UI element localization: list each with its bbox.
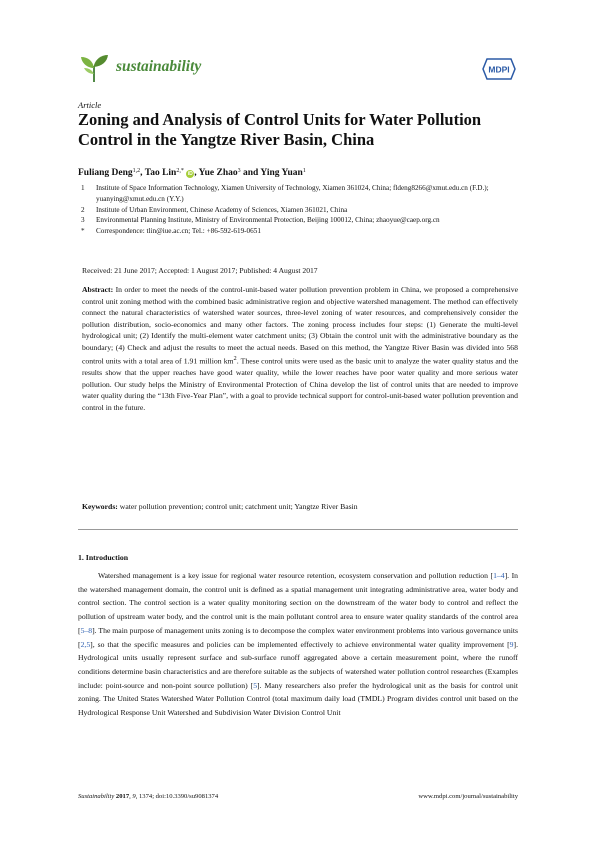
citation-link[interactable]: 5	[253, 680, 258, 690]
affiliation-text: Institute of Space Information Technology, Xiamen University of Technology, Xiamen 361024, China; fldeng8266@xmut.edu.cn (F.D.); yuanying@xmut.edu.cn (Y.Y.)	[96, 184, 489, 203]
abstract	[82, 284, 518, 414]
publication-dates: Received: 21 June 2017; Accepted: 1 August 2017; Published: 4 August 2017	[82, 266, 318, 275]
keywords-text: water pollution prevention; control unit; catchment unit; Yangtze River Basin	[119, 502, 358, 511]
author-list	[78, 168, 306, 178]
affiliation-item	[78, 215, 528, 226]
affiliation-number: 3	[81, 216, 85, 225]
author-affiliation-marker: 3	[237, 168, 241, 174]
footer-year: 2017	[115, 793, 130, 800]
keywords-label: Keywords:	[82, 502, 118, 511]
citation-link[interactable]: 1–4	[493, 571, 505, 580]
affiliation-item	[78, 183, 528, 205]
svg-text:MDPI: MDPI	[488, 64, 510, 75]
abstract-text: In order to meet the needs of the control-unit-based water pollution prevention problem in China, we proposed a comprehensive control unit zoning method with the combined basic administrative region and objective watershed management. The method can effectively connect the natural characteristics of watershed water sources, three-level zoning of water resources, and comprehensively consider the pollution distribution, socio-economics and many other factors. The zoning process includes four steps: (1) Generate the multi-level hydrological unit; (2) Identify the multi-element water catchment units; (3) Obtain the control unit with the administrative boundary as the boundary; (4) Check and adjust the results to meet the actual needs. Based on this method, the Yangtze River Basin was divided into 568 control units with a total area of 1.91 million km	[82, 285, 519, 366]
mdpi-logo-icon[interactable]	[481, 57, 517, 81]
citation-link[interactable]: 5–8	[80, 625, 93, 635]
author-affiliation-marker: 2,*	[176, 168, 184, 174]
body-text: ]. The main purpose of management units zoning is to decompose the complex water environment problems into various governance units [	[78, 625, 518, 649]
affiliation-text: Institute of Urban Environment, Chinese Academy of Sciences, Xiamen 361021, China	[96, 205, 348, 214]
author-affiliation-marker: 1	[302, 168, 306, 174]
author-separator: ,	[194, 168, 199, 178]
body-text: ], so that the specific measures and policies can be implemented effectively to achieve environmental water quality improvement [	[90, 639, 510, 649]
abstract-superscript: 2	[233, 355, 237, 363]
body-text: ]. Hydrological units usually represent surface and sub-surface runoff aggregated above a certain measurement point, where the runoff conditions determine basin characteristics and are therefore suitable as the subjects of watershed water pollution control researches (Examples include: point-source and non-point source pollution) [	[78, 639, 518, 690]
body-text: Watershed management is a key issue for regional water resource retention, ecosystem conservation and pollution reduction [	[98, 571, 494, 580]
introduction-paragraph	[78, 569, 518, 720]
abstract-text: . These control units were used as the basic unit to analyze the water quality status and the results show that the upper reaches have good water quality, while the lower reaches have poor water quality and more serious water pollution. Our study helps the Ministry of Environmental Protection of China develop the list of control units that are needed to improve water quality during the “13th Five-Year Plan”, with a goal to provide technical support for control-unit-based water pollution prevention and control in the future.	[82, 356, 518, 413]
author-name[interactable]: Tao Lin	[144, 168, 177, 178]
article-type: Article	[78, 100, 102, 110]
author-name[interactable]: Ying Yuan	[260, 168, 303, 178]
author-separator: and	[240, 168, 261, 178]
author-name[interactable]: Yue Zhao	[198, 168, 238, 178]
author-name[interactable]: Fuliang Deng	[78, 168, 133, 178]
affiliation-number: 1	[81, 184, 85, 192]
keywords	[82, 502, 518, 511]
sprout-icon	[78, 52, 110, 84]
affiliation-item	[78, 205, 528, 216]
page-title: Zoning and Analysis of Control Units for Water Pollution Control in the Yangtze River Basin, China	[78, 110, 482, 149]
correspondence-text: Correspondence: tlin@iue.ac.cn; Tel.: +86-592-619-0651	[96, 227, 261, 236]
author-affiliation-marker: 1,2	[132, 168, 141, 174]
affiliation-text: Environmental Planning Institute, Ministry of Environmental Protection, Beijing 100012, China; zhaoyue@caep.org.cn	[96, 216, 440, 225]
affiliation-list	[78, 183, 528, 237]
section-divider	[78, 529, 518, 530]
section-heading: 1. Introduction	[78, 553, 129, 562]
author-separator: ,	[140, 168, 145, 178]
correspondence-item	[78, 226, 528, 237]
footer-website[interactable]: www.mdpi.com/journal/sustainability	[418, 793, 518, 800]
body-text: ]. In the watershed management domain, the control unit is defined as a spatial management unit integrating administrative area, water body and control section. The control section is a water quality monitoring section on the downstream of the water body to control and reflect the pollution of upstream water body, and the control unit is the main pollutant control area to ensure water quality standards of the control area [	[78, 571, 518, 635]
footer-doi[interactable]: , 1374; doi:10.3390/su9081374	[135, 793, 219, 800]
abstract-label: Abstract:	[82, 285, 114, 294]
citation-link[interactable]: 2,5	[80, 639, 91, 649]
journal-name[interactable]: sustainability	[116, 58, 202, 75]
body-text: ]. Many researchers also prefer the hydrological unit as the basis for control unit zoning. The United States Watershed Water Pollution Control (total maximum daily load (TMDL) Program divides control unit based on the Hydrological Response Unit Watershed and Subdivision Water Division Control Unit	[78, 680, 518, 718]
footer-volume: 9	[132, 793, 136, 800]
orcid-icon[interactable]: iD	[187, 171, 193, 177]
footer-journal: Sustainability	[78, 793, 115, 800]
affiliation-number: 2	[81, 205, 85, 214]
affiliation-number: *	[81, 227, 85, 236]
footer-citation: Sustainability 2017, 9, 1374; doi:10.3390/su9081374	[78, 793, 219, 800]
citation-link[interactable]: 9	[509, 639, 514, 649]
